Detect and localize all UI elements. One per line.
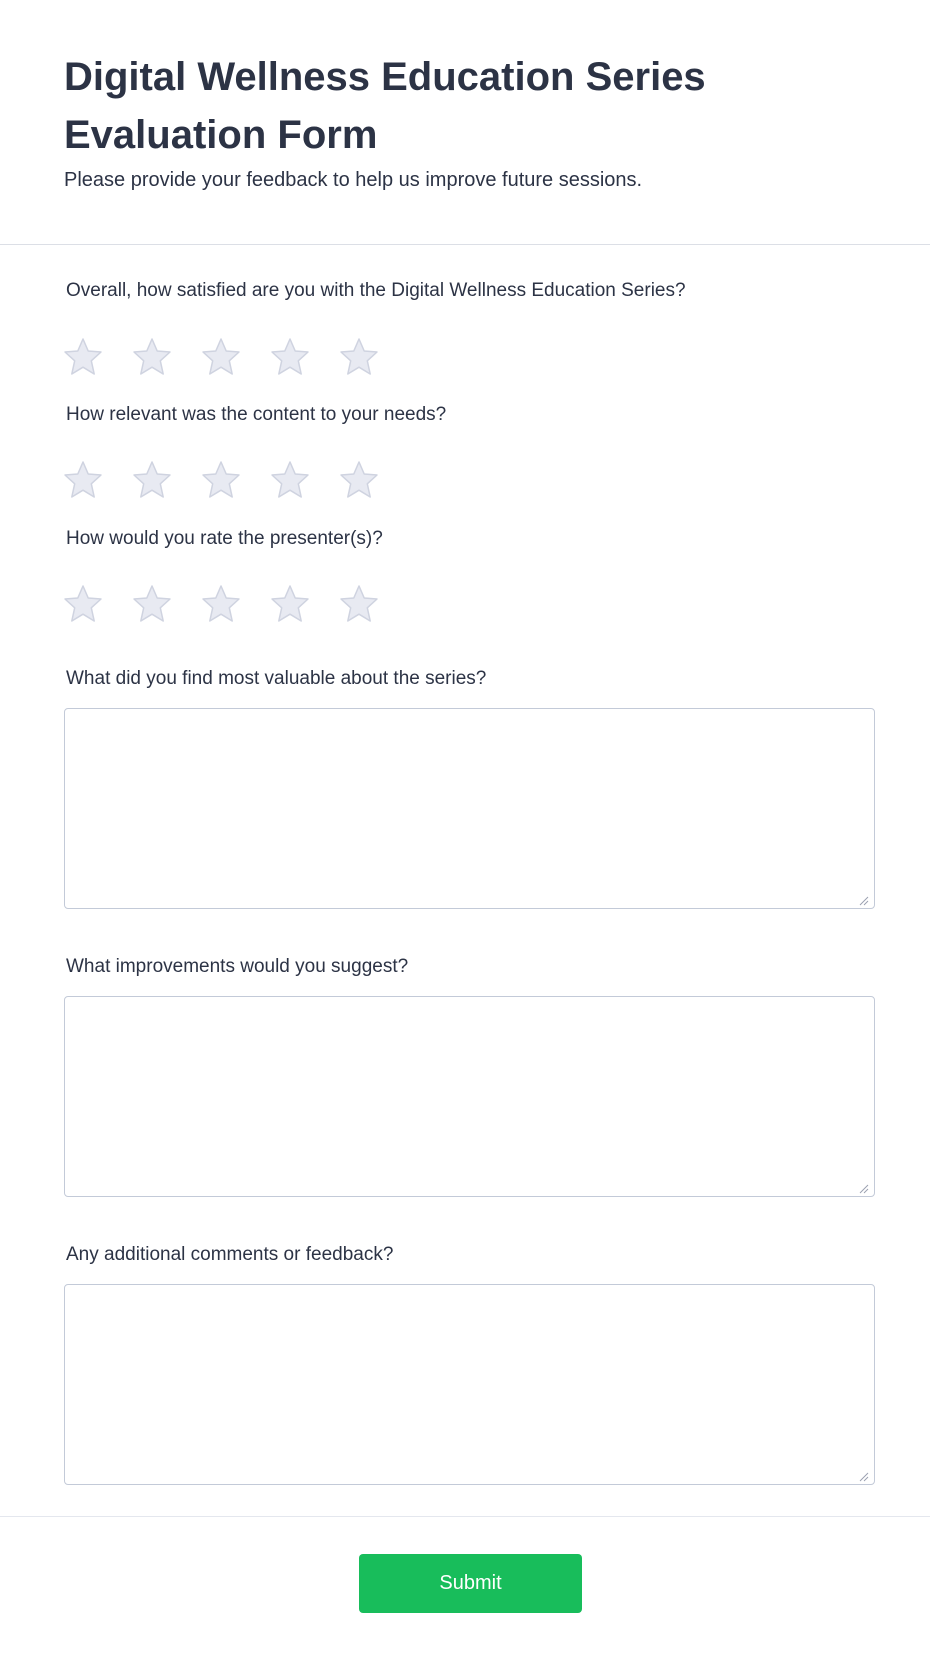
star-icon[interactable]: [131, 336, 173, 378]
rating-question-label-satisfaction: Overall, how satisfied are you with the Digital Wellness Education Series?: [66, 280, 686, 301]
star-rating-satisfaction[interactable]: [62, 336, 407, 378]
star-icon[interactable]: [200, 459, 242, 501]
rating-question-label-presenter: How would you rate the presenter(s)?: [66, 528, 383, 549]
star-icon[interactable]: [269, 459, 311, 501]
star-icon[interactable]: [338, 336, 380, 378]
text-question-label-comments: Any additional comments or feedback?: [66, 1244, 394, 1265]
page-title: Digital Wellness Education Series Evaluation Form: [64, 55, 706, 157]
text-question-label-valuable: What did you find most valuable about the series?: [66, 668, 487, 689]
star-icon[interactable]: [200, 583, 242, 625]
valuable-textarea[interactable]: [64, 708, 875, 909]
footer-divider: [0, 1516, 930, 1517]
rating-question-label-relevance: How relevant was the content to your needs?: [66, 404, 447, 425]
resize-grip-icon[interactable]: [859, 1184, 869, 1194]
form-header: [0, 0, 930, 245]
star-icon[interactable]: [269, 583, 311, 625]
star-icon[interactable]: [338, 583, 380, 625]
resize-grip-icon[interactable]: [859, 896, 869, 906]
star-icon[interactable]: [269, 336, 311, 378]
star-rating-presenter[interactable]: [62, 583, 407, 625]
text-question-label-improvements: What improvements would you suggest?: [66, 956, 409, 977]
star-rating-relevance[interactable]: [62, 459, 407, 501]
star-icon[interactable]: [131, 583, 173, 625]
submit-button[interactable]: Submit: [359, 1554, 582, 1613]
star-icon[interactable]: [338, 459, 380, 501]
star-icon[interactable]: [62, 583, 104, 625]
star-icon[interactable]: [62, 336, 104, 378]
comments-textarea[interactable]: [64, 1284, 875, 1485]
star-icon[interactable]: [200, 336, 242, 378]
star-icon[interactable]: [131, 459, 173, 501]
improvements-textarea[interactable]: [64, 996, 875, 1197]
star-icon[interactable]: [62, 459, 104, 501]
page-subtitle: Please provide your feedback to help us improve future sessions.: [64, 169, 643, 191]
resize-grip-icon[interactable]: [859, 1472, 869, 1482]
